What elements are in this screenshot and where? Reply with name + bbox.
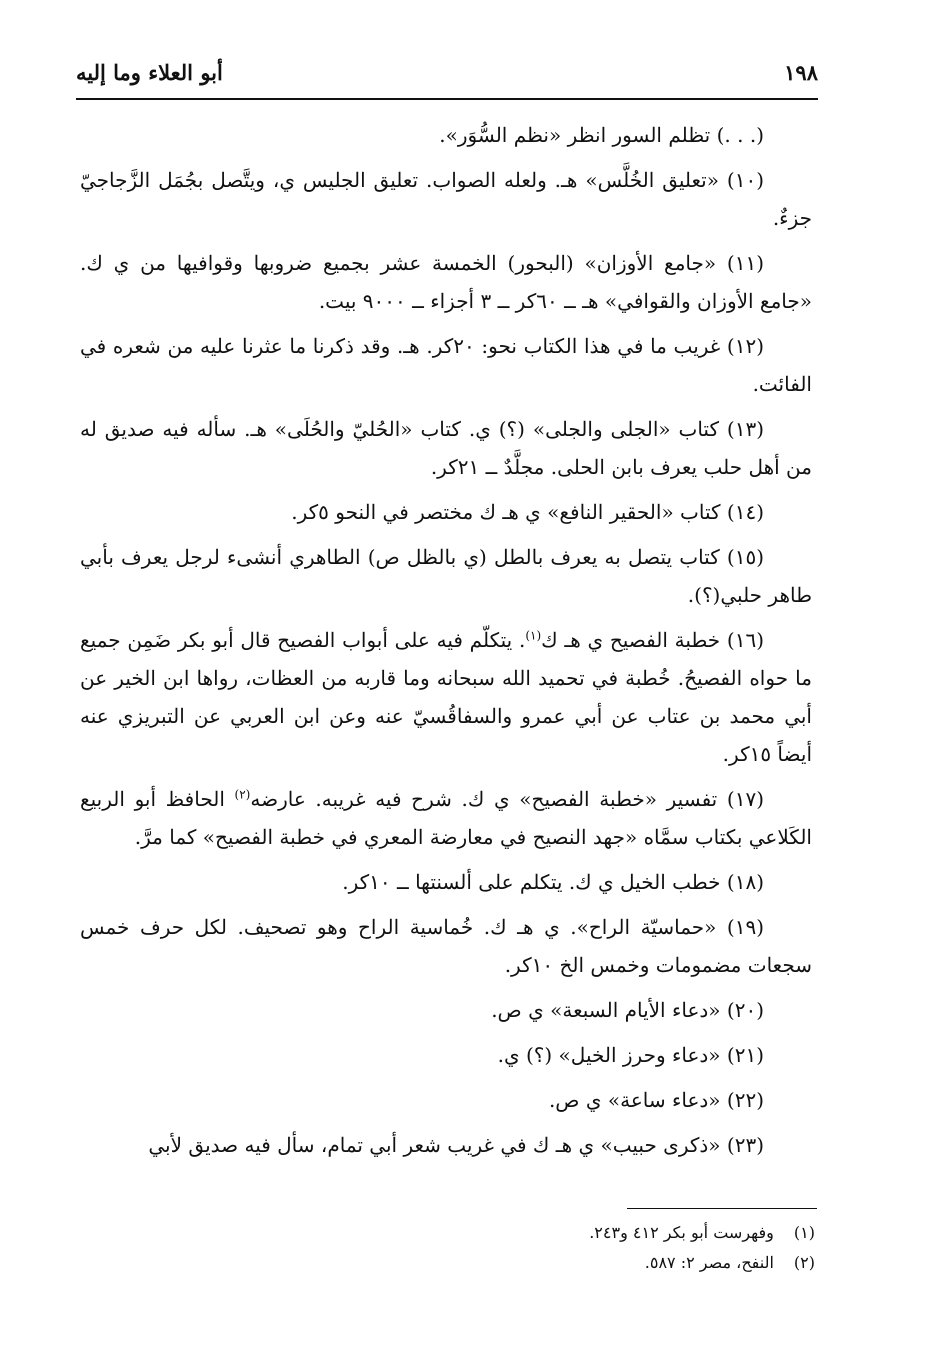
footnote-ref-2[interactable]: (٢)	[234, 787, 251, 802]
footnote-number: (١)	[793, 1223, 815, 1242]
entry-23: (٢٣) «ذكرى حبيب» ي هـ ك في غريب شعر أبي تمام، سأل فيه صديق لأبي	[148, 1133, 764, 1157]
entry-14: (١٤) كتاب «الحقير النافع» ي هـ ك مختصر في النحو ٥كر.	[291, 500, 764, 524]
entry-ellipsis: (. . .) تظلم السور انظر «نظم السُّوَر».	[439, 123, 764, 147]
page-number: ١٩٨	[784, 60, 818, 85]
entry-10: (١٠) «تعليق الخُلَّس» هـ. ولعله الصواب. تعليق الجليس ي، ويتَّصل بجُمَل الزَّجاجيّ جزءٌ.	[80, 168, 812, 230]
entry-22: (٢٢) «دعاء ساعة» ي ص.	[548, 1088, 764, 1112]
entry-21: (٢١) «دعاء وحرز الخيل» (؟) ي.	[497, 1043, 764, 1067]
entry-16: (١٦) خطبة الفصيح ي هـ ك$^{(١)}$. يتكلّم فيه على أبواب الفصيح قال أبو بكر ضَمِن جميع ما حواه الفصيحُ. خُطبة في تحميد الله سبحانه وما قاربه من العظات، رواها ابن الخير عن أبي محمد بن عتاب عن أبي عمرو والسفاقُسيّ عنه وعن ابن العربي عن التبريزي عنه أيضاً ١٥كر.	[80, 628, 812, 766]
entry-19: (١٩) «حماسيّة الراح». ي هـ ك. خُماسية الراح وهو تصحيف. لكل حرف خمس سجعات مضمومات وخمس الخ ١٠كر.	[80, 915, 812, 977]
entry-12: (١٢) غريب ما في هذا الكتاب نحو: ٢٠كر. هـ. وقد ذكرنا ما عثرنا عليه من شعره في الفائت.	[80, 334, 812, 396]
footnote-2	[215, 1248, 815, 1278]
entry-15: (١٥) كتاب يتصل به يعرف بالطل (ي بالظل ص) الطاهري أنشىء لرجل يعرف بأبي طاهر حلبي(؟).	[80, 545, 812, 607]
header-rule	[76, 98, 818, 100]
entry-20: (٢٠) «دعاء الأيام السبعة» ي ص.	[491, 998, 764, 1022]
entry-18: (١٨) خطب الخيل ي ك. يتكلم على ألسنتها ــ ١٠كر.	[342, 870, 764, 894]
running-head	[76, 58, 818, 94]
entry-13: (١٣) كتاب «الجلى والجلى» (؟) ي. كتاب «الحُليّ والحُلَى» هـ. سأله فيه صديق له من أهل حلب يعرف بابن الحلى. مجلَّدٌ ــ ٢١كر.	[80, 417, 812, 479]
footnote-1	[215, 1218, 815, 1248]
body-text	[80, 116, 812, 1171]
entry-11: (١١) «جامع الأوزان» (البحور) الخمسة عشر بجميع ضروبها وقوافيها من ي ك. «جامع الأوزان والقوافي» هـ ــ ٦٠كر ــ ٣ أجزاء ــ ٩٠٠٠ بيت.	[80, 251, 812, 313]
footnote-text: النفح، مصر ٢: ٥٨٧.	[644, 1253, 774, 1272]
entry-17: (١٧) تفسير «خطبة الفصيح» ي ك. شرح فيه غريبه. عارضه$^{(٢)}$ الحافظ أبو الربيع الكَلاعي بكتاب سمَّاه «جهد النصيح في معارضة المعري في خطبة الفصيح» كما مرَّ.	[80, 787, 812, 849]
footnote-ref-1[interactable]: (١)	[525, 628, 542, 643]
footnote-text: وفهرست أبو بكر ٤١٢ و٢٤٣.	[589, 1223, 774, 1242]
footnote-rule	[627, 1208, 817, 1209]
footnote-number: (٢)	[793, 1253, 815, 1272]
footnotes	[215, 1218, 815, 1278]
book-title: أبو العلاء وما إليه	[76, 60, 223, 85]
